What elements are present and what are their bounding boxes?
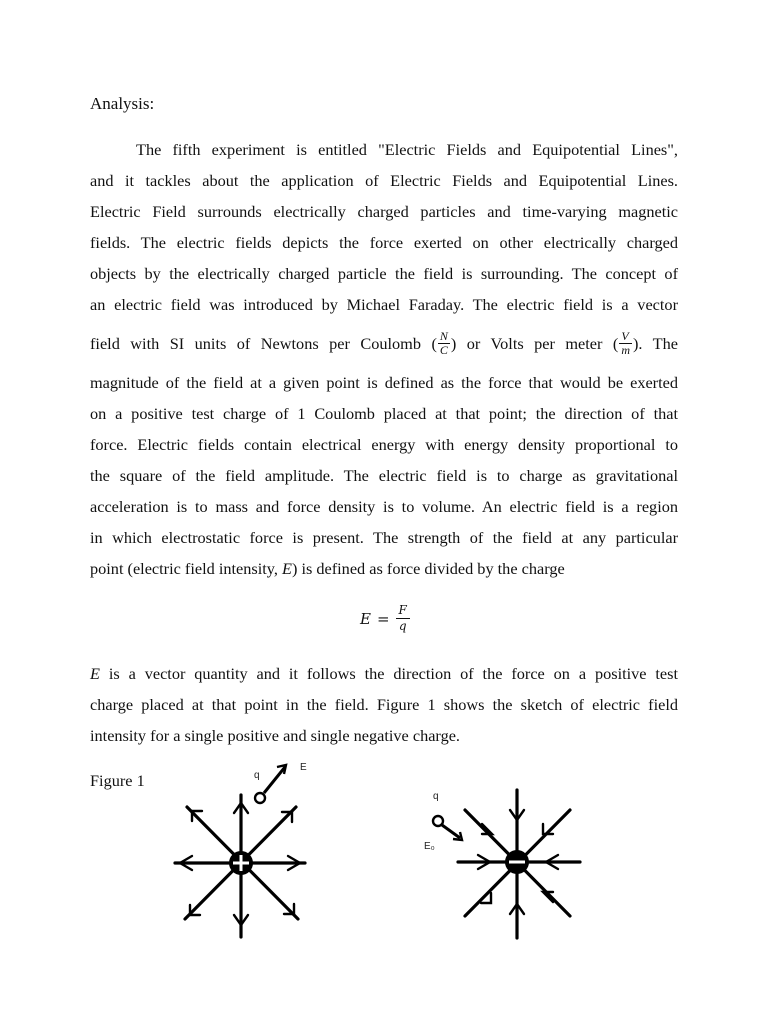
paragraph-line: the square of the field amplitude. The electric field is to charge as gravitational	[90, 466, 678, 485]
test-charge	[433, 816, 443, 826]
variable-e: E	[90, 664, 100, 683]
test-charge	[255, 793, 265, 803]
paragraph-line: fields. The electric fields depicts the force exerted on other electrically charged	[90, 233, 678, 252]
paragraph-line: Electric Field surrounds electrically charged particles and time-varying magnetic	[90, 202, 678, 221]
test-charge-label: q	[433, 791, 439, 802]
units-text: ) or Volts per meter (	[450, 334, 619, 354]
paragraph-line: magnitude of the field at a given point is defined as the force that would be exerted	[90, 373, 678, 392]
fraction-denominator: m	[621, 343, 631, 357]
paragraph-line: charge placed at that point in the field. Figure 1 shows the sketch of electric field	[90, 695, 678, 714]
equation-equals: =	[376, 609, 390, 628]
paragraph-line: and it tackles about the application of Electric Fields and Equipotential Lines.	[90, 171, 678, 190]
newtons-per-coulomb-fraction	[438, 330, 450, 357]
variable-e: E	[282, 559, 292, 578]
paragraph-line: in which electrostatic force is present. The strength of the field at any particular	[90, 528, 678, 547]
equation-fraction	[396, 603, 410, 634]
test-charge-label: q	[254, 770, 260, 781]
field-label: E₀	[424, 841, 435, 852]
units-line	[90, 329, 678, 359]
positive-charge-field-diagram	[170, 755, 320, 945]
units-text: field with SI units of Newtons per Coulomb (	[90, 334, 437, 354]
paragraph-line: acceleration is to mass and force density is to volume. An electric field is a region	[90, 497, 678, 516]
text-span: is a vector quantity and it follows the direction of the force on a positive test	[99, 664, 678, 683]
field-vector	[442, 825, 460, 838]
paragraph-line: The fifth experiment is entitled "Electric Fields and Equipotential Lines",	[136, 140, 678, 159]
figure-label: Figure 1	[90, 771, 145, 790]
fraction-numerator: V	[619, 330, 632, 344]
paragraph-line: intensity for a single positive and single negative charge.	[90, 726, 461, 745]
text-span: point (electric field intensity,	[90, 559, 282, 578]
field-label: E	[300, 762, 307, 773]
paragraph-line: on a positive test charge of 1 Coulomb placed at that point; the direction of that	[90, 404, 678, 423]
paragraph-line: force. Electric fields contain electrical energy with energy density proportional to	[90, 435, 678, 454]
fraction-denominator: C	[439, 343, 448, 357]
fraction-numerator: N	[439, 329, 448, 343]
paragraph-line	[90, 559, 678, 579]
paragraph-line: an electric field was introduced by Michael Faraday. The electric field is a vector	[90, 295, 678, 314]
volts-per-meter-fraction	[619, 330, 632, 357]
equation-numerator: F	[396, 603, 410, 619]
equation-denominator: q	[398, 619, 407, 633]
paragraph-line	[90, 664, 678, 684]
paragraph-line: objects by the electrically charged particle the field is surrounding. The concept of	[90, 264, 678, 283]
section-heading: Analysis:	[90, 94, 155, 113]
text-span: ) is defined as force divided by the charge	[291, 559, 565, 578]
equation-lhs: E	[360, 609, 371, 628]
field-vector	[264, 767, 285, 793]
field-equation	[360, 603, 410, 634]
negative-charge-field-diagram	[420, 780, 590, 945]
units-text: ). The	[633, 334, 678, 354]
